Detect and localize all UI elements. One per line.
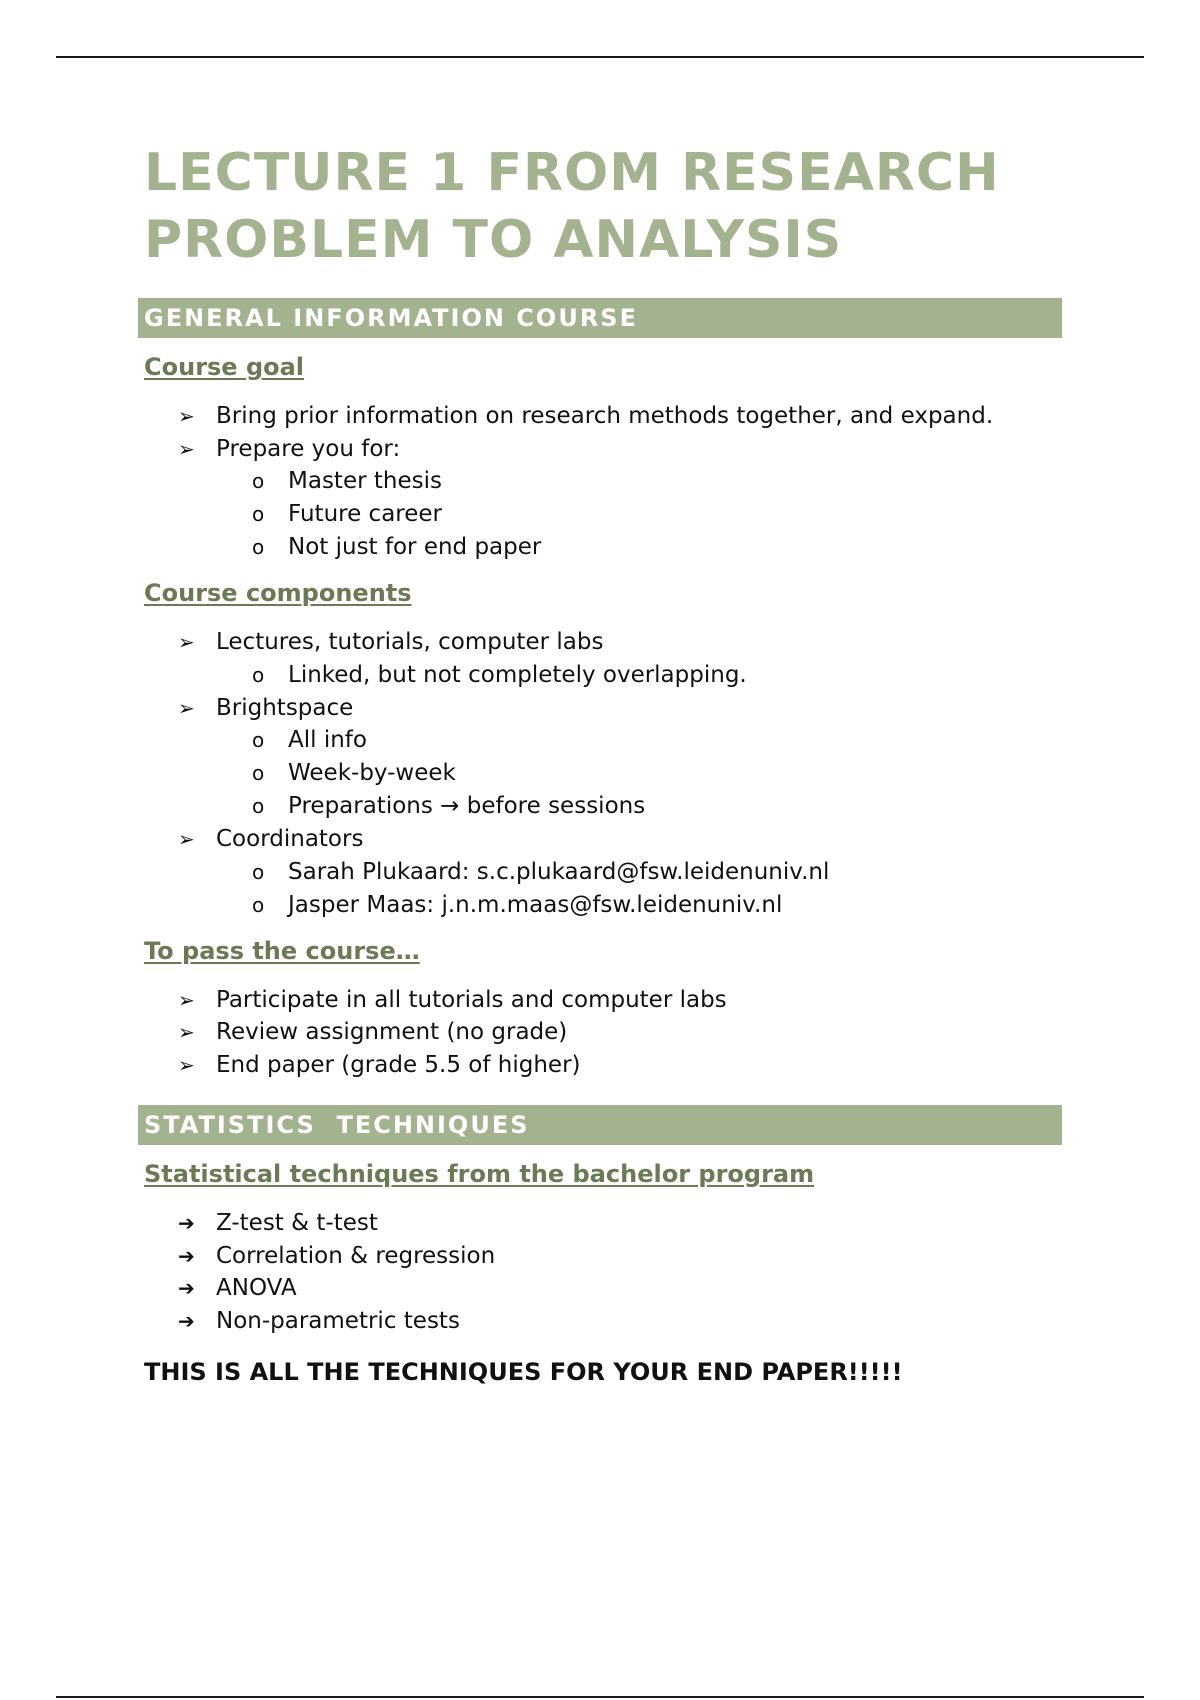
arrowhead-bullet-icon: ➢ [178,630,195,654]
list-item [178,433,1068,565]
bottom-rule [56,1696,1144,1698]
sub-list [216,724,1068,823]
arrowhead-bullet-icon: ➢ [178,404,195,428]
list-item-text: Non-parametric tests [216,1307,460,1334]
circle-bullet-icon: o [252,761,265,785]
circle-bullet-icon: o [252,728,265,752]
closing-statement: THIS IS ALL THE TECHNIQUES FOR YOUR END PAPER!!!!! [144,1358,903,1386]
arrow-right-icon: ➔ [178,1243,195,1268]
sub-list-item [252,659,1068,692]
section-heading-statistics-techniques: STATISTICS TECHNIQUES [138,1105,1062,1145]
list-item-text: Correlation & regression [216,1242,496,1269]
sub-list-item [252,757,1068,790]
document-body [138,140,1068,1389]
list-item-text: Lectures, tutorials, computer labs [216,629,604,655]
sub-list-item-text: All info [288,727,367,753]
arrowhead-bullet-icon: ➢ [178,436,195,461]
sub-list-item [252,465,1068,498]
subheading-statistical-techniques: Statistical techniques from the bachelor program [144,1160,815,1188]
sub-list [216,465,1068,564]
arrowhead-bullet-icon: ➢ [178,987,195,1012]
list-item [178,626,1068,692]
sub-list-item-text: Not just for end paper [288,534,542,560]
list-item-text: Review assignment (no grade) [216,1019,568,1045]
sub-list [216,659,1068,692]
sub-list-item-text: Master thesis [288,468,442,494]
sub-list [216,856,1068,922]
section-heading-general-information: GENERAL INFORMATION COURSE [138,298,1062,338]
list-item [178,1016,1068,1049]
sub-list-item-text: Preparations → before sessions [288,793,646,819]
arrowhead-bullet-icon: ➢ [178,1020,195,1044]
list-item [178,984,1068,1017]
arrowhead-bullet-icon: ➢ [178,695,195,720]
circle-bullet-icon: o [252,794,265,818]
subheading-course-components: Course components [144,579,412,607]
sub-list-item-text: Week-by-week [288,760,456,786]
statistical-techniques-list [138,1207,1068,1337]
course-components-list [138,626,1068,922]
circle-bullet-icon: o [252,859,265,884]
sub-list-item [252,790,1068,823]
sub-list-item [252,531,1068,564]
list-item [178,400,1068,433]
subheading-to-pass-the-course: To pass the course… [144,936,420,965]
circle-bullet-icon: o [252,469,265,493]
arrow-right-icon: ➔ [178,1276,195,1300]
sub-list-item [252,889,1068,922]
course-goal-list [138,400,1068,564]
top-rule [56,56,1144,58]
list-item-text: Z-test & t-test [216,1210,378,1236]
list-item [178,1240,1068,1273]
list-item-text: Coordinators [216,826,364,852]
circle-bullet-icon: o [252,535,265,559]
sub-list-item-text: Sarah Plukaard: s.c.plukaard@fsw.leidenuniv.nl [288,858,830,885]
sub-list-item-text: Linked, but not completely overlapping. [288,661,747,688]
list-item [178,692,1068,824]
title-line-1: LECTURE 1 FROM RESEARCH [144,143,1000,203]
circle-bullet-icon: o [252,662,265,687]
list-item-text: End paper (grade 5.5 of higher) [216,1051,581,1078]
document-title [144,140,1068,274]
sub-list-item [252,498,1068,531]
pass-requirements-list [138,984,1068,1082]
circle-bullet-icon: o [252,502,265,526]
list-item [178,1049,1068,1082]
list-item [178,823,1068,922]
sub-list-item [252,856,1068,889]
list-item-text: Brightspace [216,694,354,721]
list-item [178,1207,1068,1240]
sub-list-item-text: Jasper Maas: j.n.m.maas@fsw.leidenuniv.nl [288,891,783,918]
arrowhead-bullet-icon: ➢ [178,827,195,851]
sub-list-item [252,724,1068,757]
arrowhead-bullet-icon: ➢ [178,1052,195,1077]
list-item [178,1305,1068,1338]
circle-bullet-icon: o [252,892,265,917]
arrow-right-icon: ➔ [178,1211,195,1235]
list-item-text: Participate in all tutorials and computer labs [216,986,727,1013]
sub-list-item-text: Future career [288,501,443,527]
title-line-2: PROBLEM TO ANALYSIS [144,210,843,270]
subheading-course-goal: Course goal [144,353,305,381]
arrow-right-icon: ➔ [178,1308,195,1333]
list-item-text: Prepare you for: [216,435,401,462]
list-item-text: Bring prior information on research methods together, and expand. [216,403,994,429]
list-item-text: ANOVA [216,1275,297,1301]
list-item [178,1272,1068,1305]
